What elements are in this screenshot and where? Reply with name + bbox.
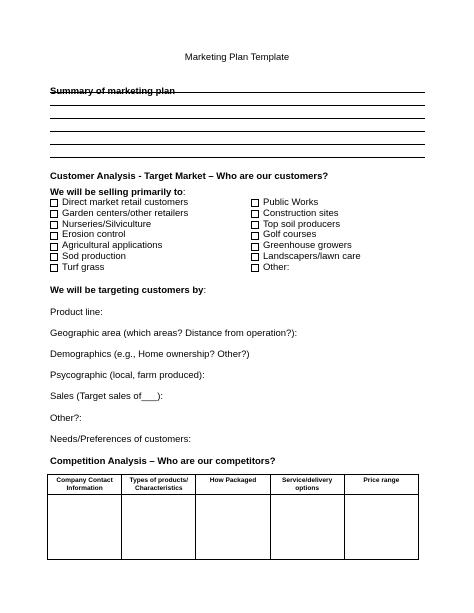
- summary-line-3: [50, 118, 425, 119]
- targeting-heading-text: We will be targeting customers by: [50, 285, 204, 296]
- targeting-heading-colon: :: [203, 285, 207, 296]
- table-cell[interactable]: [344, 495, 418, 560]
- targeting-heading: [50, 285, 206, 296]
- column-company-contact: Company Contact Information: [48, 475, 122, 495]
- option-other[interactable]: [251, 263, 361, 274]
- option-garden-centers[interactable]: [50, 209, 188, 220]
- option-label: Erosion control: [62, 229, 126, 241]
- checkbox-icon[interactable]: [50, 253, 58, 261]
- option-label: Agricultural applications: [62, 240, 163, 252]
- checkbox-icon[interactable]: [50, 210, 58, 218]
- selling-heading-text: We will be selling primarily to: [50, 187, 183, 198]
- checkbox-icon[interactable]: [251, 199, 259, 207]
- option-label: Garden centers/other retailers: [62, 207, 189, 219]
- option-label: Direct market retail customers: [62, 197, 189, 208]
- prompt-needs-preferences: Needs/Preferences of customers:: [50, 434, 191, 445]
- prompt-other: Other?:: [50, 413, 82, 424]
- checkbox-icon[interactable]: [50, 199, 58, 207]
- table-cell[interactable]: [122, 495, 196, 560]
- option-label: Construction sites: [263, 207, 339, 219]
- table-row: [48, 495, 419, 560]
- prompt-product-line: Product line:: [50, 307, 103, 318]
- option-label: Turf grass: [62, 261, 105, 273]
- competition-heading: Competition Analysis – Who are our competitors?: [50, 456, 276, 467]
- checkbox-icon[interactable]: [251, 264, 259, 272]
- option-label: Golf courses: [263, 229, 317, 241]
- checkbox-icon[interactable]: [251, 253, 259, 261]
- option-label: Sod production: [62, 250, 126, 262]
- option-turf-grass[interactable]: [50, 263, 188, 274]
- checkbox-icon[interactable]: [251, 221, 259, 229]
- document-title: Marketing Plan Template: [184, 52, 290, 63]
- option-label: Landscapers/lawn care: [263, 250, 361, 262]
- prompt-psycographic: Psycographic (local, farm produced):: [50, 370, 205, 381]
- customer-options-left: [50, 198, 188, 274]
- selling-heading-colon: :: [182, 187, 186, 198]
- customer-options-right: [251, 198, 361, 274]
- table-cell[interactable]: [48, 495, 122, 560]
- table-cell[interactable]: [196, 495, 270, 560]
- table-header-row: [48, 475, 419, 495]
- summary-line-4: [50, 131, 425, 132]
- checkbox-icon[interactable]: [50, 232, 58, 240]
- summary-line-6: [50, 157, 425, 158]
- summary-heading: Summary of marketing plan: [50, 86, 176, 97]
- column-service-delivery: Service/delivery options: [270, 475, 344, 495]
- checkbox-icon[interactable]: [251, 232, 259, 240]
- summary-line-1: [50, 92, 425, 93]
- option-label: Greenhouse growers: [263, 240, 352, 252]
- customer-analysis-heading: Customer Analysis - Target Market – Who are our customers?: [50, 171, 329, 182]
- option-label: Other:: [263, 261, 290, 273]
- checkbox-icon[interactable]: [50, 264, 58, 272]
- option-label: Public Works: [263, 197, 319, 208]
- summary-line-2: [50, 105, 425, 106]
- checkbox-icon[interactable]: [50, 221, 58, 229]
- column-price-range: Price range: [344, 475, 418, 495]
- checkbox-icon[interactable]: [50, 243, 58, 251]
- checkbox-icon[interactable]: [251, 210, 259, 218]
- column-how-packaged: How Packaged: [196, 475, 270, 495]
- column-types-of-products: Types of products/ Characteristics: [122, 475, 196, 495]
- summary-line-5: [50, 144, 425, 145]
- prompt-sales: Sales (Target sales of___):: [50, 391, 164, 402]
- option-label: Top soil producers: [263, 218, 341, 230]
- competitor-table: [47, 474, 419, 560]
- prompt-demographics: Demographics (e.g., Home ownership? Other?): [50, 349, 250, 360]
- checkbox-icon[interactable]: [251, 243, 259, 251]
- prompt-geographic-area: Geographic area (which areas? Distance from operation?):: [50, 328, 298, 339]
- option-label: Nurseries/Silviculture: [62, 218, 152, 230]
- table-cell[interactable]: [270, 495, 344, 560]
- option-construction-sites[interactable]: [251, 209, 361, 220]
